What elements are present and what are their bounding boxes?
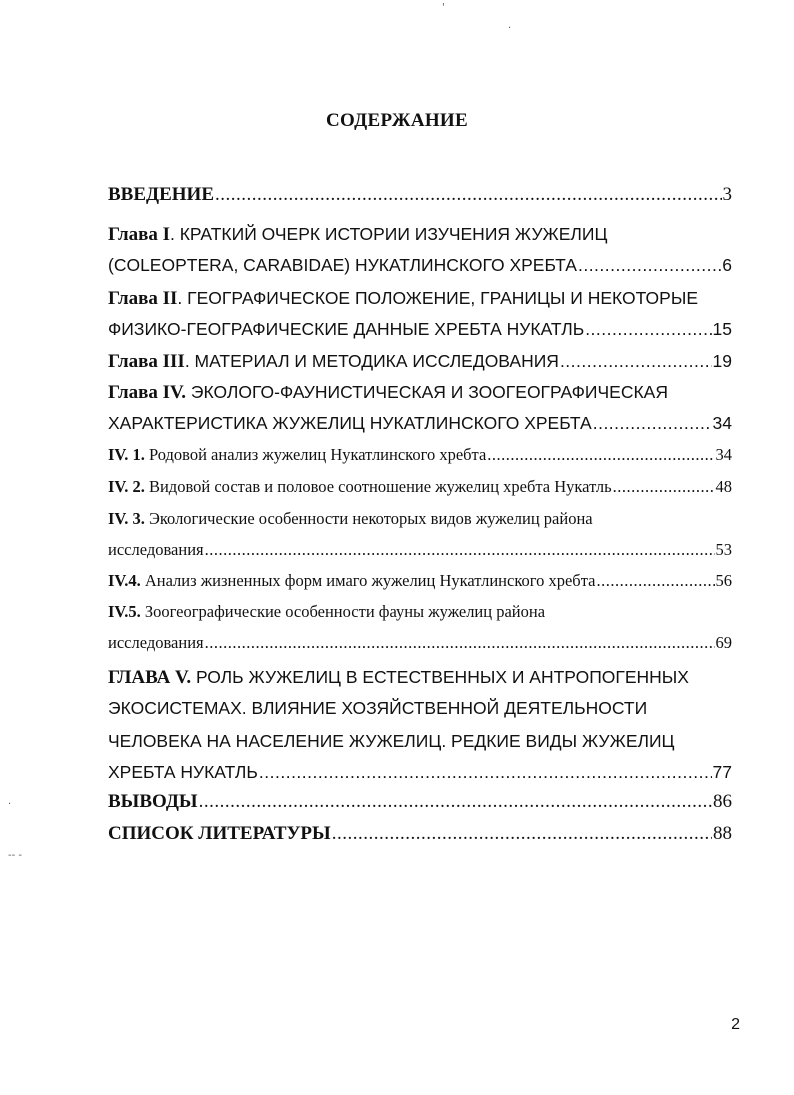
toc-entry-label: Глава I bbox=[108, 224, 171, 245]
scan-speck: ' bbox=[442, 2, 445, 13]
toc-entry-title: Зоогеографические особенности фауны жужелиц района bbox=[140, 602, 546, 621]
toc-entry-chapter-4-cont[interactable] bbox=[108, 411, 732, 435]
toc-page-number: 34 bbox=[712, 413, 732, 433]
toc-entry-title: . КРАТКИЙ ОЧЕРК ИСТОРИИ ИЗУЧЕНИЯ ЖУЖЕЛИЦ bbox=[170, 224, 608, 244]
toc-page-number: 6 bbox=[722, 255, 732, 275]
toc-entry-title: ЭКОЛОГО-ФАУНИСТИЧЕСКАЯ И ЗООГЕОГРАФИЧЕСКАЯ bbox=[186, 382, 668, 402]
dot-leader bbox=[259, 760, 712, 784]
toc-entry-label: ВВЕДЕНИЕ bbox=[108, 184, 214, 205]
toc-entry-label: IV.5. bbox=[108, 602, 141, 621]
dot-leader bbox=[560, 349, 712, 373]
toc-entry-title-cont: ФИЗИКО-ГЕОГРАФИЧЕСКИЕ ДАННЫЕ ХРЕБТА НУКАТЛЬ bbox=[108, 319, 585, 339]
dot-leader bbox=[596, 570, 714, 592]
toc-entry-chapter-2[interactable] bbox=[108, 286, 732, 311]
toc-entry-label: IV. 1. bbox=[108, 445, 145, 464]
toc-entry-references[interactable] bbox=[108, 822, 732, 846]
dot-leader bbox=[613, 476, 715, 498]
toc-entry-label: IV. 3. bbox=[108, 509, 145, 528]
dot-leader bbox=[487, 444, 714, 466]
toc-entry-section-4-3[interactable] bbox=[108, 508, 732, 530]
toc-entry-label: Глава III bbox=[108, 351, 185, 372]
toc-entry-chapter-5[interactable] bbox=[108, 665, 732, 690]
dot-leader bbox=[585, 317, 711, 341]
toc-entry-section-4-5-cont[interactable] bbox=[108, 632, 732, 654]
toc-entry-label: Глава II bbox=[108, 288, 178, 309]
toc-page-number: 3 bbox=[722, 184, 732, 205]
dot-leader bbox=[199, 790, 712, 814]
toc-page-number: 88 bbox=[713, 823, 732, 844]
toc-page-number: 15 bbox=[712, 319, 732, 339]
toc-page-number: 69 bbox=[715, 633, 732, 652]
dot-leader bbox=[205, 632, 715, 654]
dot-leader bbox=[593, 411, 712, 435]
toc-entry-title-cont: ЭКОСИСТЕМАХ. ВЛИЯНИЕ ХОЗЯЙСТВЕННОЙ ДЕЯТЕЛЬНОСТИ bbox=[108, 698, 648, 718]
dot-leader bbox=[578, 253, 721, 277]
toc-entry-title: . МАТЕРИАЛ И МЕТОДИКА ИССЛЕДОВАНИЯ bbox=[184, 351, 559, 371]
toc-page-number: 77 bbox=[712, 762, 732, 782]
toc-entry-title: Экологические особенности некоторых видов жужелиц района bbox=[144, 509, 593, 528]
toc-entry-introduction[interactable] bbox=[108, 183, 732, 207]
toc-entry-label: ВЫВОДЫ bbox=[108, 791, 198, 812]
toc-entry-section-4-5[interactable] bbox=[108, 601, 732, 623]
scan-speck: . bbox=[508, 20, 512, 31]
toc-entry-chapter-1-cont[interactable] bbox=[108, 253, 732, 277]
toc-entry-section-4-1[interactable] bbox=[108, 444, 732, 466]
toc-entry-title: РОЛЬ ЖУЖЕЛИЦ В ЕСТЕСТВЕННЫХ И АНТРОПОГЕННЫХ bbox=[191, 667, 689, 687]
toc-entry-section-4-3-cont[interactable] bbox=[108, 539, 732, 561]
toc-page-number: 56 bbox=[715, 571, 732, 590]
toc-page-number: 53 bbox=[715, 540, 732, 559]
toc-entry-conclusions[interactable] bbox=[108, 790, 732, 814]
toc-page-number: 34 bbox=[715, 445, 732, 464]
scan-speck: -- - bbox=[8, 850, 23, 861]
toc-entry-title: Анализ жизненных форм имаго жужелиц Нукатлинского хребта bbox=[140, 571, 596, 590]
dot-leader bbox=[205, 539, 715, 561]
toc-entry-chapter-2-cont[interactable] bbox=[108, 317, 732, 341]
toc-entry-label: ГЛАВА V. bbox=[108, 667, 192, 688]
toc-entry-chapter-5-line-4[interactable] bbox=[108, 760, 732, 784]
toc-entry-chapter-5-line-3[interactable] bbox=[108, 729, 732, 753]
dot-leader bbox=[215, 183, 722, 207]
toc-entry-title: . ГЕОГРАФИЧЕСКОЕ ПОЛОЖЕНИЕ, ГРАНИЦЫ И НЕКОТОРЫЕ bbox=[177, 288, 698, 308]
toc-entry-title-cont: (COLEOPTERA, CARABIDAE) НУКАТЛИНСКОГО ХРЕБТА bbox=[108, 255, 577, 275]
toc-entry-chapter-1[interactable] bbox=[108, 222, 732, 247]
toc-entry-chapter-4[interactable] bbox=[108, 380, 732, 405]
dot-leader bbox=[332, 822, 712, 846]
toc-entry-title-cont: ХРЕБТА НУКАТЛЬ bbox=[108, 762, 258, 782]
toc-entry-title-cont: исследования bbox=[108, 540, 204, 559]
toc-entry-section-4-2[interactable] bbox=[108, 476, 732, 498]
toc-page-number: 19 bbox=[712, 351, 732, 371]
page-number: 2 bbox=[731, 1016, 740, 1033]
toc-entry-title-cont: ЧЕЛОВЕКА НА НАСЕЛЕНИЕ ЖУЖЕЛИЦ. РЕДКИЕ ВИДЫ ЖУЖЕЛИЦ bbox=[108, 731, 675, 751]
toc-entry-title: Родовой анализ жужелиц Нукатлинского хребта bbox=[144, 445, 487, 464]
toc-entry-label: IV. 2. bbox=[108, 477, 145, 496]
toc-entry-title: Видовой состав и половое соотношение жужелиц хребта Нукатль bbox=[144, 477, 612, 496]
toc-entry-chapter-3[interactable] bbox=[108, 349, 732, 374]
toc-entry-title-cont: исследования bbox=[108, 633, 204, 652]
toc-entry-section-4-4[interactable] bbox=[108, 570, 732, 592]
scan-speck: . bbox=[8, 796, 12, 807]
toc-entry-label: Глава IV. bbox=[108, 382, 187, 403]
toc-entry-title-cont: ХАРАКТЕРИСТИКА ЖУЖЕЛИЦ НУКАТЛИНСКОГО ХРЕБТА bbox=[108, 413, 592, 433]
toc-entry-label: IV.4. bbox=[108, 571, 141, 590]
toc-page-number: 86 bbox=[713, 791, 732, 812]
toc-entry-chapter-5-line-2[interactable] bbox=[108, 696, 732, 720]
toc-entry-label: СПИСОК ЛИТЕРАТУРЫ bbox=[108, 823, 331, 844]
toc-page-number: 48 bbox=[715, 477, 732, 496]
page-title: СОДЕРЖАНИЕ bbox=[326, 110, 468, 131]
